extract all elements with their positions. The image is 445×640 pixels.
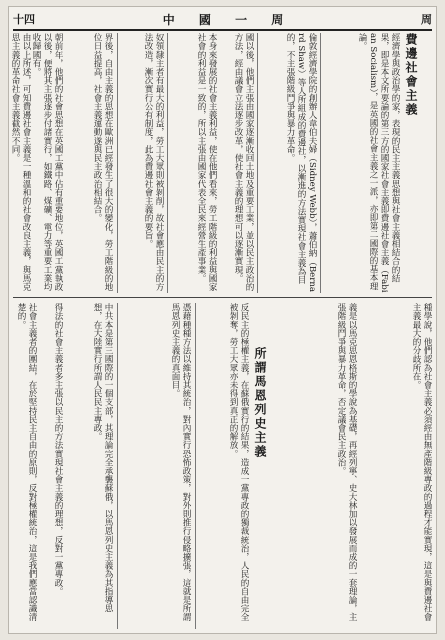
bottom-column-4-text: 憑藉種種方法以維持其統治，對內實行恐怖政策，對外則推行侵略擴張，這就是所謂馬恩列史主義的真面目。 <box>170 303 191 622</box>
top-left-column-2 <box>33 33 63 293</box>
top-article-title: 費邊社會主義 <box>404 33 418 117</box>
bottom-left-column-2 <box>39 303 63 629</box>
bottom-article-title-block <box>253 347 279 547</box>
bottom-left-column-1-text: 中共本是第三國際的一個支部，其理論完全承襲蘇俄，以馬恩列史主義為其指導思想，在大陸實行所謂人民民主專政。 <box>92 303 113 613</box>
top-column-3 <box>221 33 254 293</box>
bottom-column-1-text: 種學說，他們認為社會主義必須經由無產階級專政的過程才能實現，這是與費邊社會主義最大的分歧所在。 <box>411 303 432 622</box>
column-divider <box>167 33 168 293</box>
top-column-5 <box>121 33 164 293</box>
bottom-column-1 <box>361 303 432 629</box>
column-divider <box>257 33 258 293</box>
top-left-column-3-text: 由以上所述，可知費邊社會主義是一種溫和的社會改良主義，與馬克思主義的革命社會主義截然不同。 <box>10 33 31 291</box>
bottom-left-column-2-text: 得法的社會主義者多主張以民主的方法實現社會主義的理想，反對一黨專政。 <box>53 303 63 596</box>
bottom-left-column-3 <box>13 303 37 629</box>
header-mark: 周 <box>420 13 432 26</box>
bottom-article-title: 所謂馬恩列史主義 <box>253 347 267 459</box>
bottom-column-3 <box>199 303 249 629</box>
top-article-title-block <box>404 33 432 293</box>
bottom-column-2-text: 義是以馬克思恩格斯的學說為基礎，再經列寧、史大林加以發展而成的一套理論，主張階級鬥爭與暴力革命，否定議會民主政治。 <box>336 303 357 622</box>
top-left-column-1-text: 界後，自由主義的思想在歐洲已經發生了很大的變化，勞工階級的地位日益提高，社會主義運動遂與民主政治相結合。 <box>92 33 113 291</box>
publication-title: 中 國 一 周 <box>162 12 294 27</box>
top-column-2-text: 倫敦經濟學院的創辦人韋伯夫婦（Sidney Webb），蕭伯納（Bernard Shaw）等人所組成的費邊社，以漸進的方法實現社會主義為目的，不主張階級鬥爭與暴力革命。 <box>285 33 317 293</box>
top-column-1 <box>324 33 400 293</box>
section-divider <box>13 297 432 298</box>
top-column-3-text: 國以後，他們主張由國家逐漸收回土地及重要工業，並以民主政治的方法，經由議會立法逐步改革，使社會主義的理想可以逐漸實現。 <box>233 33 254 291</box>
bottom-left-column-3-text: 社會主義者的團結，在於堅持民主自由的原則，反對極權統治，這是我們應當認識清楚的。 <box>16 303 37 622</box>
top-left-column-3 <box>10 33 31 293</box>
top-left-column-2-text: 朝前年，他們的社會思想在英國工黨中佔有重要地位，英國工黨執政以後，便將其主張逐步付諸實行，如鐵路、煤礦、電力等重要工業均收歸國有。 <box>31 33 63 291</box>
bottom-column-2 <box>281 303 357 629</box>
top-column-2 <box>261 33 317 293</box>
column-divider <box>320 33 321 293</box>
column-divider <box>117 33 118 293</box>
top-column-1-text: 經濟學與政治學的家，表現的民主主義思想與社會主義相結合的結果，即是本文所要論的第三方的國家社會主義即費邊社會主義（Fabian Socialism），是英國的社會主義之一派，亦即第二國際的基本理論。 <box>357 33 400 293</box>
bottom-column-3-text: 反民主的極權主義，在蘇俄實行的結果，造成一黨專政的獨裁統治，人民的自由完全被剝奪，勞工大眾亦未得到真正的解放。 <box>228 303 249 622</box>
bottom-left-column-1 <box>65 303 113 629</box>
bottom-column-4 <box>121 303 191 629</box>
newspaper-page <box>8 6 437 634</box>
top-column-4-text: 本身來發展的社會主義利益，使在他們看來，勞工階級的利益與國家社會的利益是一致的，所以主張由國家代表全民來經營生產事業。 <box>196 33 217 291</box>
page-number: 十四 <box>13 13 35 26</box>
top-left-column-1 <box>65 33 113 293</box>
top-column-5-text: 奴領隸主者有最大的利益，勞工大眾則被剝削，故社會應由民主的方法改造，漸次實行公有制度，此為費邊社會主義的要旨。 <box>143 33 164 291</box>
column-divider <box>117 303 118 629</box>
top-column-4 <box>171 33 217 293</box>
page-header <box>13 9 432 31</box>
column-divider <box>195 303 196 629</box>
